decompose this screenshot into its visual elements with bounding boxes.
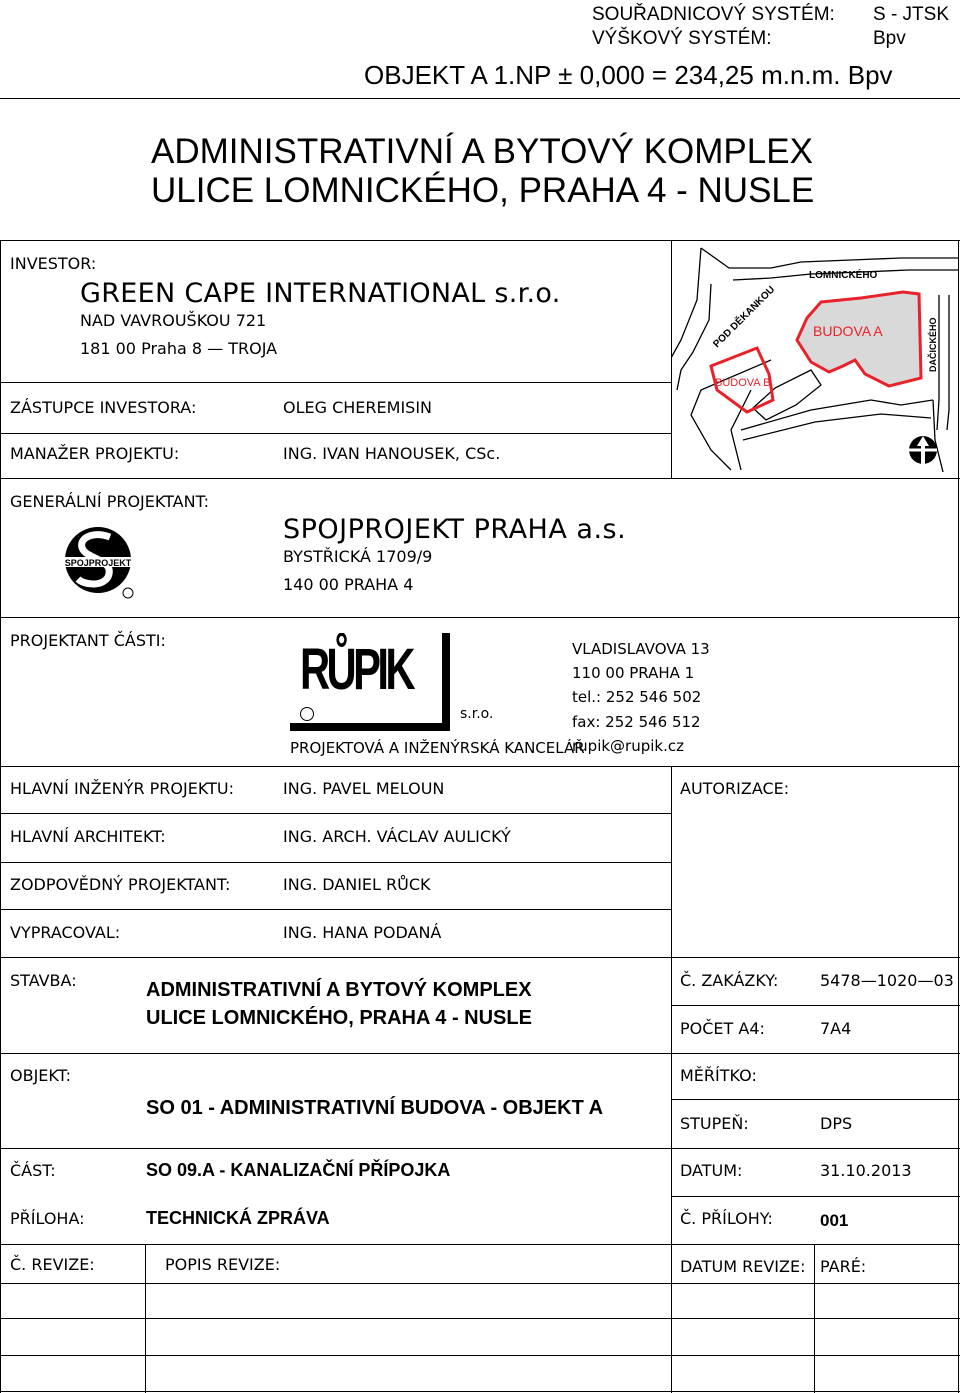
object-level-line: OBJEKT A 1.NP ± 0,000 = 234,25 m.n.m. Bpv: [364, 60, 893, 90]
investor-rep-value: OLEG CHEREMISIN: [283, 398, 433, 417]
spojprojekt-logo-text: SPOJPROJEKT: [64, 558, 132, 568]
stage-label: STUPEŇ:: [680, 1114, 749, 1133]
scale-label: MĚŘÍTKO:: [680, 1066, 757, 1085]
stavba-line2: ULICE LOMNICKÉHO, PRAHA 4 - NUSLE: [146, 1007, 532, 1029]
authorization-label: AUTORIZACE:: [680, 779, 790, 798]
manager-value: ING. IVAN HANOUSEK, CSc.: [283, 444, 501, 463]
revision-row2: [0, 1318, 960, 1319]
order-number-value: 5478—1020—03: [820, 971, 954, 990]
general-designer-name: SPOJPROJEKT PRAHA a.s.: [283, 514, 627, 545]
north-arrow-icon: [909, 436, 937, 464]
order-number-label: Č. ZAKÁZKY:: [680, 971, 779, 990]
rupik-email: rupik@rupik.cz: [572, 737, 684, 755]
priloha-value: TECHNICKÁ ZPRÁVA: [146, 1208, 330, 1228]
budova-b-label: BUDOVA B: [715, 377, 771, 389]
info-divider: [671, 957, 672, 1244]
date-value: 31.10.2013: [820, 1161, 912, 1180]
cast-label: ČÁST:: [10, 1161, 56, 1180]
street-lomnickeho: LOMNICKÉHO: [809, 270, 878, 281]
coordinate-system-label: SOUŘADNICOVÝ SYSTÉM:: [592, 4, 835, 25]
project-title-line1: ADMINISTRATIVNÍ A BYTOVÝ KOMPLEX: [151, 132, 813, 171]
rupik-fax: fax: 252 546 512: [572, 713, 701, 731]
objekt-label: OBJEKT:: [10, 1066, 72, 1085]
budova-a-shape: [797, 292, 921, 386]
authorization-divider: [671, 766, 672, 958]
stavba-label: STAVBA:: [10, 971, 77, 990]
architect-label: HLAVNÍ ARCHITEKT:: [10, 827, 166, 846]
a4-count-label: POČET A4:: [680, 1019, 765, 1038]
coordinate-system-value: S - JTSK: [873, 4, 950, 25]
rule-general: [0, 478, 960, 479]
stage-value: DPS: [820, 1114, 853, 1133]
priloha-number-label: Č. PŘÍLOHY:: [680, 1209, 773, 1228]
rule-date: [671, 1196, 960, 1197]
rule-scale: [671, 1099, 960, 1100]
architect-value: ING. ARCH. VÁCLAV AULICKÝ: [283, 827, 511, 846]
height-system-value: Bpv: [873, 28, 906, 49]
height-system-label: VÝŠKOVÝ SYSTÉM:: [592, 28, 772, 49]
revision-number-header: Č. REVIZE:: [10, 1255, 95, 1274]
rule-objekt: [0, 1053, 960, 1054]
revision-row3: [0, 1355, 960, 1356]
frame-left: [0, 240, 1, 1393]
chief-engineer-value: ING. PAVEL MELOUN: [283, 779, 445, 798]
date-label: DATUM:: [680, 1161, 743, 1180]
stavba-line1: ADMINISTRATIVNÍ A BYTOVÝ KOMPLEX: [146, 979, 532, 1001]
investor-label: INVESTOR:: [10, 254, 97, 273]
investor-address1: NAD VAVROUŠKOU 721: [80, 311, 267, 330]
spojprojekt-logo: [58, 523, 138, 601]
revision-description-header: POPIS REVIZE:: [165, 1255, 281, 1274]
general-designer-label: GENERÁLNÍ PROJEKTANT:: [10, 492, 209, 511]
project-title-line2: ULICE LOMNICKÉHO, PRAHA 4 - NUSLE: [151, 171, 815, 210]
rule-staff: [0, 766, 960, 767]
manager-label: MANAŽER PROJEKTU:: [10, 444, 180, 463]
priloha-label: PŘÍLOHA:: [10, 1209, 85, 1228]
rupik-logo: [290, 633, 450, 731]
header-bottom-rule: [0, 98, 960, 99]
rule-stavba: [0, 957, 960, 958]
rupik-phone: tel.: 252 546 502: [572, 688, 702, 706]
a4-count-value: 7A4: [820, 1019, 852, 1038]
rule-part: [0, 617, 960, 618]
rupik-suffix: s.r.o.: [460, 706, 494, 722]
rule-rep: [0, 433, 671, 434]
general-designer-address1: BYSTŘICKÁ 1709/9: [283, 547, 433, 566]
rupik-tagline: PROJEKTOVÁ A INŽENÝRSKÁ KANCELÁŘ: [290, 739, 585, 757]
rule-investor: [0, 382, 671, 383]
rule-revision: [0, 1244, 960, 1245]
street-dekankou: POD DĚKANKOU: [711, 284, 778, 351]
investor-rep-label: ZÁSTUPCE INVESTORA:: [10, 398, 197, 417]
investor-address2: 181 00 Praha 8 — TROJA: [80, 339, 278, 358]
chief-engineer-label: HLAVNÍ INŽENÝR PROJEKTU:: [10, 779, 234, 798]
responsible-designer-value: ING. DANIEL RŮCK: [283, 875, 431, 894]
author-label: VYPRACOVAL:: [10, 923, 121, 942]
street-dacickeho: DAČICKÉHO: [928, 317, 938, 372]
rule-chief: [0, 813, 671, 814]
investor-name: GREEN CAPE INTERNATIONAL s.r.o.: [80, 278, 561, 309]
general-designer-address2: 140 00 PRAHA 4: [283, 575, 414, 594]
rule-responsible: [0, 909, 671, 910]
rupik-address2: 110 00 PRAHA 1: [572, 664, 695, 682]
rule-order: [671, 1005, 960, 1006]
rule-cast: [0, 1148, 960, 1149]
priloha-number-value: 001: [820, 1211, 849, 1230]
cast-value: SO 09.A - KANALIZAČNÍ PŘÍPOJKA: [146, 1160, 451, 1180]
responsible-designer-label: ZODPOVĚDNÝ PROJEKTANT:: [10, 875, 231, 894]
budova-a-label: BUDOVA A: [813, 323, 883, 339]
situation-map: [671, 240, 959, 478]
revision-row1: [0, 1283, 960, 1284]
rupik-logo-text: RŮPIK: [300, 637, 412, 702]
rupik-address1: VLADISLAVOVA 13: [572, 640, 710, 658]
objekt-value: SO 01 - ADMINISTRATIVNÍ BUDOVA - OBJEKT A: [146, 1097, 604, 1119]
revision-date-header: DATUM REVIZE:: [680, 1257, 806, 1276]
part-designer-label: PROJEKTANT ČÁSTI:: [10, 631, 166, 650]
author-value: ING. HANA PODANÁ: [283, 923, 442, 942]
revision-sign-header: PARÉ:: [820, 1257, 867, 1276]
registered-mark-icon: [300, 707, 314, 721]
frame-bottom: [0, 1391, 960, 1392]
rule-architect: [0, 862, 671, 863]
